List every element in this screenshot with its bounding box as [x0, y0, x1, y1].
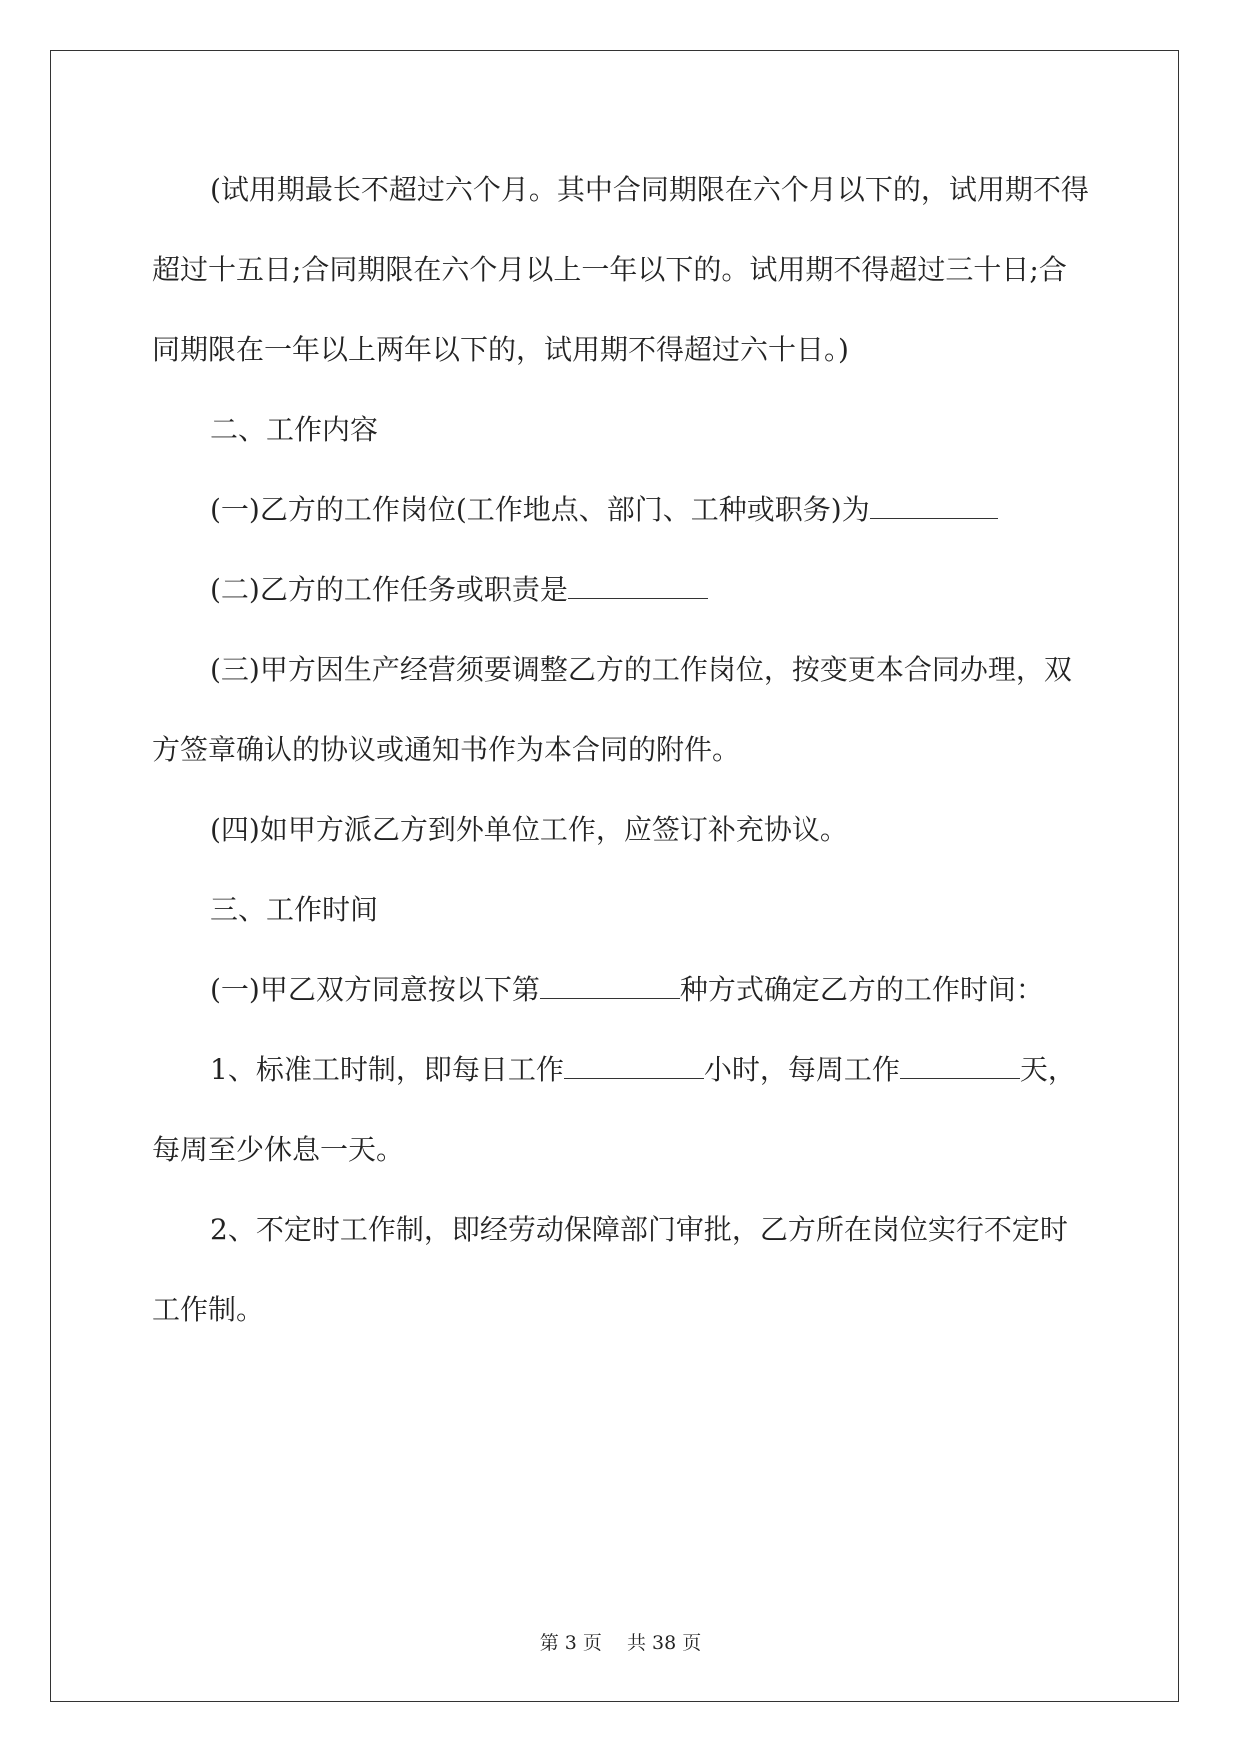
paragraph-text: (一)乙方的工作岗位(工作地点、部门、工种或职务)为	[210, 493, 870, 526]
paragraph-work-duty	[152, 550, 1092, 630]
paragraph-text: 1、标准工时制，即每日工作	[210, 1053, 564, 1086]
document-body	[152, 150, 1092, 1350]
section-heading-work-time: 三、工作时间	[210, 893, 379, 926]
paragraph-text: 天，每周至少休息一天。	[152, 1053, 1076, 1166]
paragraph-flexible-hours: 2、不定时工作制，即经劳动保障部门审批，乙方所在岗位实行不定时工作制。	[152, 1213, 1068, 1326]
paragraph-text: 种方式确定乙方的工作时间：	[679, 973, 1044, 1006]
fill-blank	[540, 971, 680, 999]
fill-blank	[900, 1051, 1020, 1079]
paragraph-work-time-mode	[152, 950, 1092, 1030]
paragraph-standard-hours	[152, 1030, 1092, 1190]
paragraph-position-adjust: (三)甲方因生产经营须要调整乙方的工作岗位，按变更本合同办理，双方签章确认的协议或通知书作为本合同的附件。	[152, 653, 1072, 766]
paragraph-text: 小时，每周工作	[703, 1053, 900, 1086]
section-heading-work-content: 二、工作内容	[210, 413, 379, 446]
fill-blank	[564, 1051, 704, 1079]
paragraph-text: (一)甲乙双方同意按以下第	[210, 973, 540, 1006]
page-number: 第 3 页 共 38 页	[539, 1632, 702, 1654]
paragraph-probation-note: (试用期最长不超过六个月。其中合同期限在六个月以下的，试用期不得超过十五日;合同期限在六个月以上一年以下的。试用期不得超过三十日;合同期限在一年以上两年以下的，试用期不得超过六十日。)	[152, 173, 1089, 366]
fill-blank	[568, 571, 708, 599]
fill-blank	[870, 491, 998, 519]
paragraph-work-position	[152, 470, 1092, 550]
paragraph-external-assignment: (四)如甲方派乙方到外单位工作，应签订补充协议。	[210, 813, 848, 846]
paragraph-text: (二)乙方的工作任务或职责是	[210, 573, 568, 606]
